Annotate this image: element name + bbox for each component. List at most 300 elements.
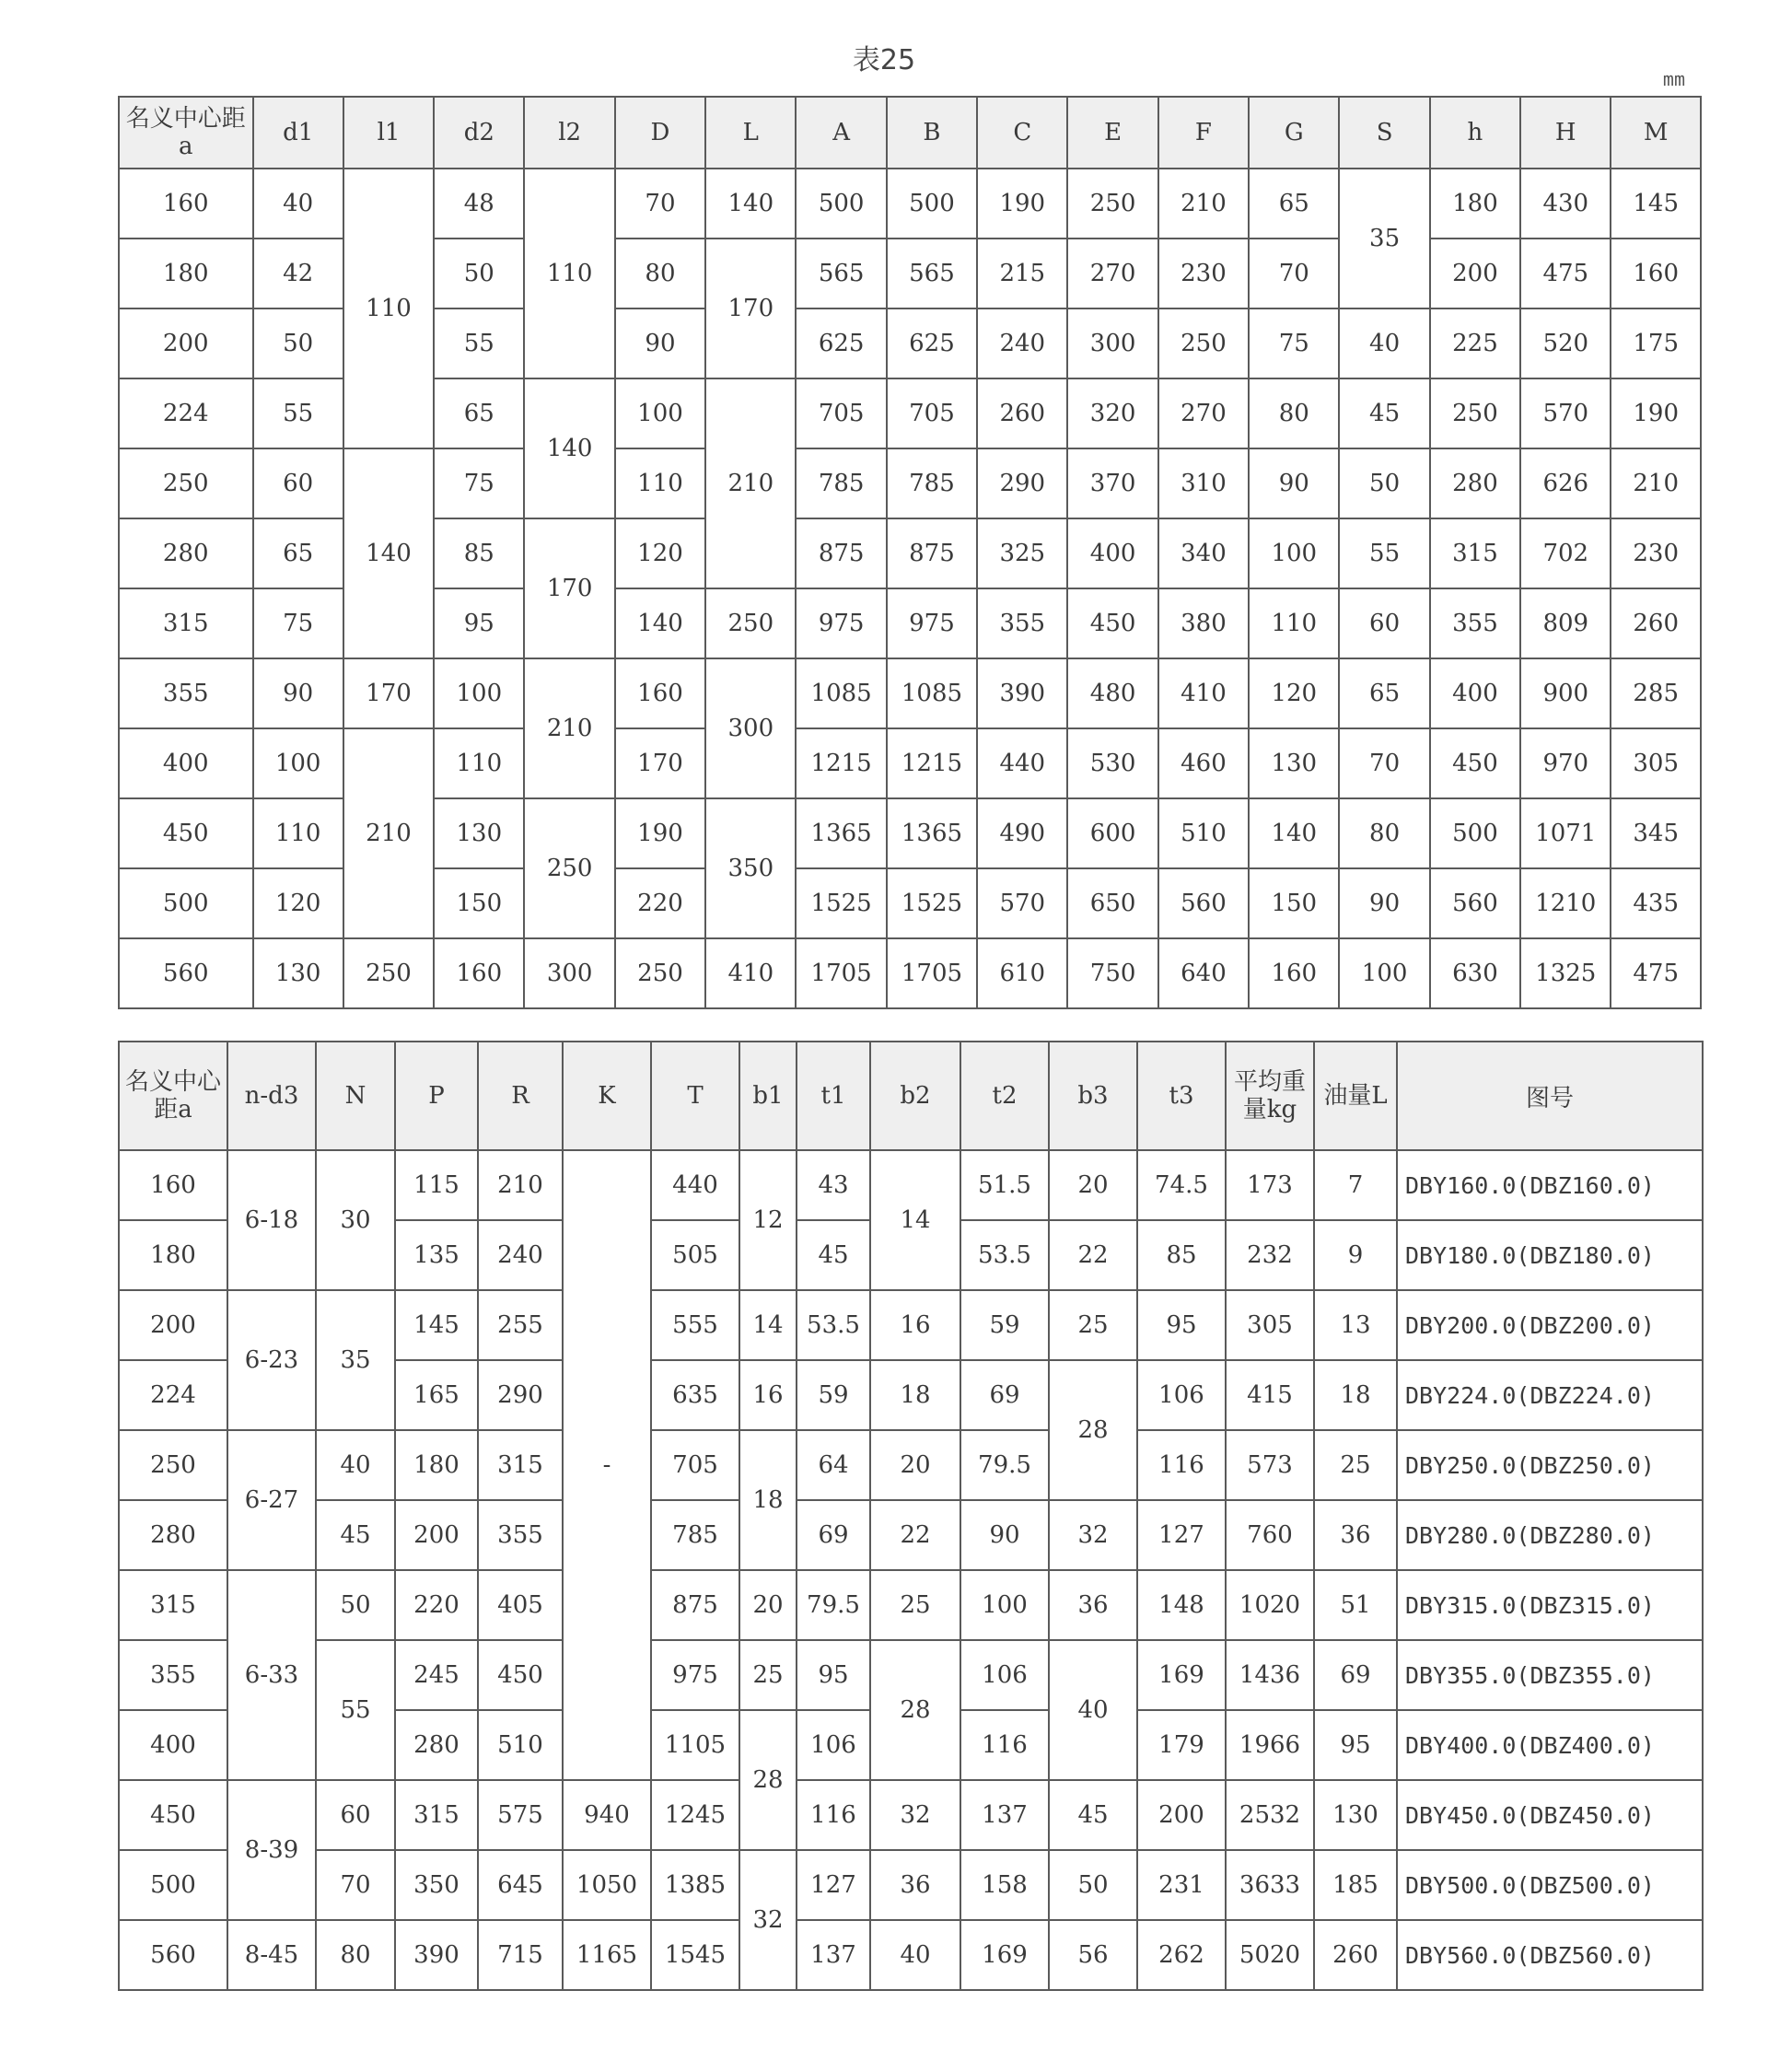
table-cell: 6-33 [227,1570,316,1780]
table-cell: 450 [119,1780,227,1850]
table-cell: 120 [615,518,705,588]
table-cell: 250 [1158,308,1249,378]
table-cell: 85 [1137,1220,1226,1290]
table-cell: 148 [1137,1570,1226,1640]
col-header: F [1158,97,1249,169]
table-cell: 95 [797,1640,870,1710]
table-cell: 16 [870,1290,960,1360]
table-cell: 165 [395,1360,478,1430]
table-cell: 280 [395,1710,478,1780]
table-cell: 200 [395,1500,478,1570]
table-cell: 400 [119,1710,227,1780]
col-header: C [977,97,1067,169]
table-cell: 500 [796,169,886,239]
table-cell: 140 [615,588,705,658]
table-cell: 440 [977,728,1067,798]
table-cell: 975 [796,588,886,658]
table-cell: 20 [739,1570,797,1640]
table-row [119,169,1701,239]
table-row [119,728,1701,798]
table-cell: 140 [705,169,796,239]
col-header: 名义中心距a [119,97,253,169]
table-cell: 315 [478,1430,563,1500]
table-cell: 280 [119,518,253,588]
table-cell: 115 [395,1150,478,1220]
table-cell: 1545 [651,1920,739,1990]
table-cell: 250 [1067,169,1157,239]
table-cell: 1365 [887,798,977,868]
table-cell: 505 [651,1220,739,1290]
table-cell: 7 [1314,1150,1397,1220]
table-cell: 510 [1158,798,1249,868]
col-header: G [1249,97,1339,169]
table-cell: 69 [797,1500,870,1570]
table-cell: 975 [887,588,977,658]
table-cell: 169 [960,1920,1049,1990]
table-cell: 315 [119,1570,227,1640]
table-cell: 180 [119,239,253,308]
table-cell: 490 [977,798,1067,868]
table-cell: 180 [395,1430,478,1500]
table-row [119,1780,1703,1850]
table-cell: 45 [797,1220,870,1290]
table-cell: 158 [960,1850,1049,1920]
table-cell: 127 [797,1850,870,1920]
table-cell: 106 [960,1640,1049,1710]
table-cell: 28 [739,1710,797,1850]
table-cell: 290 [977,448,1067,518]
table-cell: 245 [395,1640,478,1710]
table-cell: 626 [1520,448,1611,518]
table-cell: 1071 [1520,798,1611,868]
drawing-number: DBY400.0(DBZ400.0) [1397,1710,1703,1780]
table-cell: 90 [615,308,705,378]
drawing-number: DBY224.0(DBZ224.0) [1397,1360,1703,1430]
table-cell: 42 [253,239,343,308]
table-cell: 210 [705,378,796,588]
table-cell: 415 [1226,1360,1314,1430]
table-cell: 210 [1611,448,1701,518]
col-header: t3 [1137,1042,1226,1150]
table-cell: 280 [1430,448,1520,518]
table-cell: 130 [434,798,524,868]
table-cell: 300 [1067,308,1157,378]
table-cell: 1325 [1520,938,1611,1008]
table-cell: 60 [253,448,343,518]
table-cell: 130 [253,938,343,1008]
table-cell: 1215 [887,728,977,798]
table-cell: 625 [887,308,977,378]
table-cell: 110 [253,798,343,868]
table-cell: 785 [887,448,977,518]
table-cell: 240 [977,308,1067,378]
table-cell: 435 [1611,868,1701,938]
table-cell: 315 [119,588,253,658]
table-cell: 40 [870,1920,960,1990]
table-cell: 250 [524,798,614,938]
table-cell: 210 [1158,169,1249,239]
table-cell: 1165 [563,1920,651,1990]
table-cell: 80 [316,1920,395,1990]
table-cell: 210 [478,1150,563,1220]
table-cell: 75 [253,588,343,658]
table-cell: 100 [434,658,524,728]
drawing-number: DBY280.0(DBZ280.0) [1397,1500,1703,1570]
table-cell: 14 [870,1150,960,1290]
table-cell: 440 [651,1150,739,1220]
table-cell: 106 [1137,1360,1226,1430]
table-cell: 355 [1430,588,1520,658]
drawing-number: DBY450.0(DBZ450.0) [1397,1780,1703,1850]
table-cell: 70 [615,169,705,239]
table-cell: 190 [1611,378,1701,448]
table-cell: 45 [1339,378,1429,448]
table-cell: 18 [739,1430,797,1570]
table-cell: 95 [434,588,524,658]
table-cell: 450 [119,798,253,868]
table-cell: 225 [1430,308,1520,378]
table-cell: 56 [1049,1920,1137,1990]
col-header: t2 [960,1042,1049,1150]
table-cell: 210 [343,728,434,938]
table-cell: 520 [1520,308,1611,378]
table-cell: 355 [977,588,1067,658]
table-cell: 100 [615,378,705,448]
table-cell: 100 [1249,518,1339,588]
table-cell: 400 [1430,658,1520,728]
table-cell: 16 [739,1360,797,1430]
table-cell: 64 [797,1430,870,1500]
table-cell: 175 [1611,308,1701,378]
table-cell: 140 [1249,798,1339,868]
col-header: l2 [524,97,614,169]
table-cell: 300 [524,938,614,1008]
table-cell: 200 [1430,239,1520,308]
table-cell: 185 [1314,1850,1397,1920]
table-cell: 270 [1067,239,1157,308]
table-cell: 900 [1520,658,1611,728]
table-cell: 224 [119,1360,227,1430]
col-header: b2 [870,1042,960,1150]
table-cell: 250 [119,1430,227,1500]
table-cell: 250 [343,938,434,1008]
table-cell: 305 [1226,1290,1314,1360]
table-cell: 13 [1314,1290,1397,1360]
table-cell: 90 [1249,448,1339,518]
table-cell: 1365 [796,798,886,868]
table-cell: 25 [1049,1290,1137,1360]
table-cell: 70 [316,1850,395,1920]
table-cell: 60 [316,1780,395,1850]
table-cell: 1085 [796,658,886,728]
table-cell: 875 [796,518,886,588]
table-cell: 55 [316,1640,395,1780]
table-cell: 35 [316,1290,395,1430]
table-cell: 12 [739,1150,797,1290]
table-cell: 48 [434,169,524,239]
table-cell: 250 [615,938,705,1008]
table-cell: 179 [1137,1710,1226,1780]
col-header: b1 [739,1042,797,1150]
table-cell: 90 [960,1500,1049,1570]
table-cell: 50 [434,239,524,308]
table-cell: 570 [977,868,1067,938]
table-cell: 55 [1339,518,1429,588]
col-header: 油量L [1314,1042,1397,1150]
table-cell: 95 [1137,1290,1226,1360]
table-cell: 300 [705,658,796,798]
table-row [119,1640,1703,1710]
table-cell: 250 [705,588,796,658]
table-cell: 510 [478,1710,563,1780]
table-row [119,1290,1703,1360]
table-cell: 560 [1430,868,1520,938]
table-cell: 405 [478,1570,563,1640]
table-cell: 750 [1067,938,1157,1008]
table-cell: 220 [395,1570,478,1640]
table-cell: 50 [316,1570,395,1640]
table-cell: 110 [343,169,434,448]
table-cell: 250 [1430,378,1520,448]
table-cell: 224 [119,378,253,448]
table-cell: 715 [478,1920,563,1990]
table-cell: 410 [1158,658,1249,728]
table-cell: 610 [977,938,1067,1008]
table-cell: 160 [434,938,524,1008]
table-cell: 575 [478,1780,563,1850]
col-header: H [1520,97,1611,169]
table-cell: 9 [1314,1220,1397,1290]
table-cell: 75 [1249,308,1339,378]
table-cell: 200 [119,1290,227,1360]
table-cell: 809 [1520,588,1611,658]
table-cell: 36 [1049,1570,1137,1640]
table-cell: 35 [1339,169,1429,308]
table-cell: 140 [343,448,434,658]
table-row [119,1500,1703,1570]
col-header: A [796,97,886,169]
table-cell: 120 [253,868,343,938]
table-cell: 1215 [796,728,886,798]
table-cell: 53.5 [960,1220,1049,1290]
table-cell: 1210 [1520,868,1611,938]
table-cell: 170 [343,658,434,728]
table-cell: 40 [1339,308,1429,378]
table-cell: 150 [434,868,524,938]
table-cell: 150 [1249,868,1339,938]
table-cell: 145 [1611,169,1701,239]
table-cell: 500 [1430,798,1520,868]
table-cell: 18 [1314,1360,1397,1430]
col-header: L [705,97,796,169]
unit-label: mm [1662,68,1685,90]
table-cell: 59 [960,1290,1049,1360]
drawing-number: DBY560.0(DBZ560.0) [1397,1920,1703,1990]
table-cell: 170 [524,518,614,658]
table-cell: 100 [960,1570,1049,1640]
table-cell: 137 [797,1920,870,1990]
table-cell: 600 [1067,798,1157,868]
table-cell: 232 [1226,1220,1314,1290]
table-cell: 70 [1249,239,1339,308]
table-cell: 215 [977,239,1067,308]
col-header: 名义中心距a [119,1042,227,1150]
table-cell: 1385 [651,1850,739,1920]
table-row [119,1150,1703,1220]
table-cell: 940 [563,1780,651,1850]
table-cell: 785 [796,448,886,518]
table-cell: 315 [1430,518,1520,588]
table-cell: 475 [1520,239,1611,308]
table-cell: 80 [1339,798,1429,868]
table-cell: 170 [615,728,705,798]
table-cell: 231 [1137,1850,1226,1920]
table-cell: 555 [651,1290,739,1360]
table-cell: 6-23 [227,1290,316,1430]
table-cell: 106 [797,1710,870,1780]
table-cell: 75 [434,448,524,518]
table-cell: 100 [253,728,343,798]
table-cell: 500 [119,1850,227,1920]
table-row [119,448,1701,518]
table-cell: 45 [316,1500,395,1570]
table-cell: 30 [316,1150,395,1290]
table-cell: 240 [478,1220,563,1290]
col-header: N [316,1042,395,1150]
table-cell: 173 [1226,1150,1314,1220]
table-cell: 290 [478,1360,563,1430]
table-cell: 160 [1249,938,1339,1008]
table-cell: 25 [1314,1430,1397,1500]
table-cell: 702 [1520,518,1611,588]
table-cell: 635 [651,1360,739,1430]
table-cell: 573 [1226,1430,1314,1500]
table-cell: 400 [1067,518,1157,588]
table-cell: 40 [253,169,343,239]
col-header: d1 [253,97,343,169]
table-cell: 190 [615,798,705,868]
table-cell: 975 [651,1640,739,1710]
table-cell: 220 [615,868,705,938]
table-cell: 51.5 [960,1150,1049,1220]
table-cell: - [563,1150,651,1780]
table-title: 表25 [852,44,916,76]
table-cell: 1085 [887,658,977,728]
col-header: E [1067,97,1157,169]
table-cell: 8-39 [227,1780,316,1920]
table-cell: 50 [1339,448,1429,518]
table-cell: 110 [434,728,524,798]
table-cell: 65 [1339,658,1429,728]
table-row [119,658,1701,728]
table-cell: 410 [705,938,796,1008]
table-cell: 50 [253,308,343,378]
table-cell: 14 [739,1290,797,1360]
table-cell: 59 [797,1360,870,1430]
table-cell: 32 [870,1780,960,1850]
table-cell: 90 [1339,868,1429,938]
table-cell: 79.5 [797,1570,870,1640]
table-cell: 70 [1339,728,1429,798]
dimension-table-2 [118,1041,1704,1991]
table-cell: 90 [253,658,343,728]
table-cell: 380 [1158,588,1249,658]
table-cell: 55 [253,378,343,448]
table-cell: 116 [960,1710,1049,1780]
drawing-number: DBY250.0(DBZ250.0) [1397,1430,1703,1500]
table-cell: 160 [119,169,253,239]
table-row [119,938,1701,1008]
table-cell: 390 [395,1920,478,1990]
col-header: R [478,1042,563,1150]
table-cell: 1705 [887,938,977,1008]
table-cell: 210 [524,658,614,798]
table-cell: 230 [1158,239,1249,308]
table-cell: 190 [977,169,1067,239]
table-cell: 1105 [651,1710,739,1780]
col-header: 平均重量kg [1226,1042,1314,1150]
table-cell: 110 [524,169,614,378]
col-header: M [1611,97,1701,169]
table-cell: 400 [119,728,253,798]
table-cell: 340 [1158,518,1249,588]
drawing-number: DBY315.0(DBZ315.0) [1397,1570,1703,1640]
table-cell: 530 [1067,728,1157,798]
table-cell: 60 [1339,588,1429,658]
table-cell: 160 [1611,239,1701,308]
table-cell: 135 [395,1220,478,1290]
table-cell: 55 [434,308,524,378]
table-cell: 705 [651,1430,739,1500]
table-cell: 40 [316,1430,395,1500]
table-cell: 320 [1067,378,1157,448]
col-header: K [563,1042,651,1150]
table-cell: 95 [1314,1710,1397,1780]
table-cell: 430 [1520,169,1611,239]
table-row [119,1920,1703,1990]
header-row [119,97,1701,169]
table-cell: 145 [395,1290,478,1360]
table-cell: 130 [1314,1780,1397,1850]
table-cell: 116 [797,1780,870,1850]
table-cell: 25 [739,1640,797,1710]
table-cell: 280 [119,1500,227,1570]
table-cell: 160 [119,1150,227,1220]
table-cell: 137 [960,1780,1049,1850]
table-cell: 45 [1049,1780,1137,1850]
table-cell: 28 [870,1640,960,1780]
table-cell: 310 [1158,448,1249,518]
table-cell: 450 [1430,728,1520,798]
col-header: T [651,1042,739,1150]
table-cell: 260 [1611,588,1701,658]
col-header: t1 [797,1042,870,1150]
table-cell: 560 [119,1920,227,1990]
table-cell: 625 [796,308,886,378]
table-cell: 8-45 [227,1920,316,1990]
table-cell: 50 [1049,1850,1137,1920]
table-cell: 345 [1611,798,1701,868]
table-cell: 1245 [651,1780,739,1850]
table-cell: 325 [977,518,1067,588]
col-header: l1 [343,97,434,169]
table-cell: 1525 [887,868,977,938]
table-cell: 20 [870,1430,960,1500]
table-cell: 350 [395,1850,478,1920]
table-cell: 875 [651,1570,739,1640]
table-cell: 285 [1611,658,1701,728]
table-cell: 79.5 [960,1430,1049,1500]
